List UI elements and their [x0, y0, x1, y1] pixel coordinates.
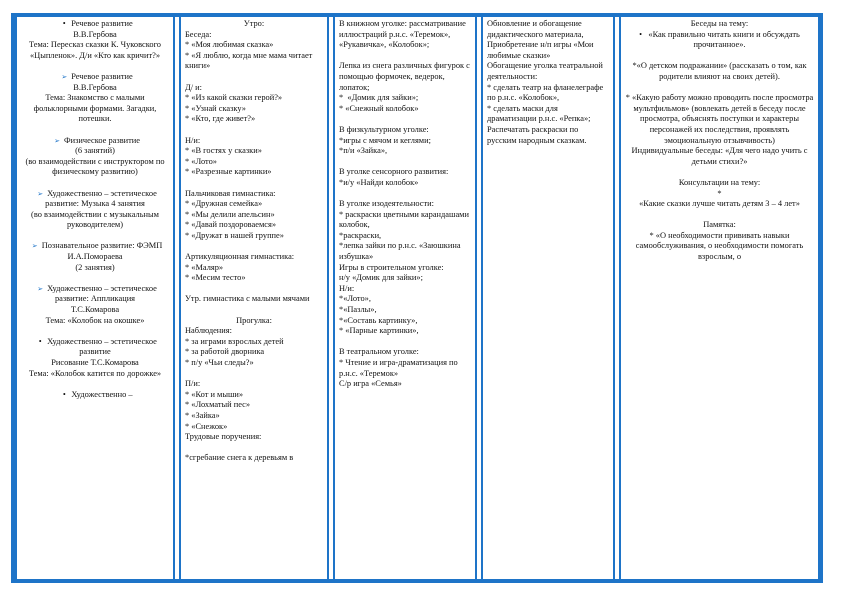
parent-line: Индивидуальные беседы: «Для чего надо учить с детьми стихи?»	[631, 146, 810, 166]
activity-item	[21, 241, 169, 273]
regime-line: * «Мы делили апельсин»	[185, 209, 275, 219]
enrichment-line: Приобретение н/п игры «Мои любимые сказки»	[487, 40, 596, 60]
environment-line: *лепка зайки по р.н.с. «Заюшкина избушка»	[339, 241, 463, 262]
activity-title: • Речевое развитие	[21, 19, 169, 30]
activity-item	[21, 284, 169, 326]
environment-line: *раскраски,	[339, 230, 382, 240]
environment-line: * «Домик для зайки»;	[339, 93, 419, 103]
environment-line: Н/и:	[339, 283, 355, 293]
regime-line: * за играми взрослых детей	[185, 336, 284, 346]
regime-line: * «Давай поздороваемся»	[185, 220, 277, 230]
spacer	[21, 326, 169, 337]
activity-title: ➢ Познавательное развитие: ФЭМП	[21, 241, 169, 252]
column-environment-enrichment	[481, 17, 615, 579]
activity-detail: Тема: «Колобок катится по дорожке»	[28, 368, 162, 378]
parent-line: * «О необходимости прививать навыки самообслуживания, о необходимости помогать взрослым, о	[635, 230, 806, 262]
regime-line: * «Из какой сказки герой?»	[185, 93, 283, 103]
activity-detail: (во взаимодействии с инструктором по физическому развитию)	[25, 156, 167, 177]
environment-line: *«Составь картинку»,	[339, 315, 418, 325]
regime-line: * «Снежок»	[185, 421, 228, 431]
environment-line: * Чтение и игра-драматизация по р.н.с. «Теремок»	[339, 358, 460, 378]
environment-line: В театральном уголке:	[339, 347, 419, 357]
environment-line: Лепка из снега различных фигурок с помощью формочек, ведерок, лопаток;	[339, 61, 472, 92]
spacer	[185, 305, 323, 316]
activity-item	[21, 189, 169, 231]
spacer	[21, 273, 169, 284]
environment-line: *и/у «Найди колобок»	[339, 177, 419, 187]
spacer	[21, 178, 169, 189]
spacer	[625, 167, 814, 178]
activity-detail: Т.С.Комарова	[70, 305, 120, 315]
regime-line: Д/ и:	[185, 82, 202, 92]
activity-title: ➢ Художественно – эстетическое развитие: Аппликация	[21, 284, 169, 305]
spacer	[339, 114, 471, 125]
regime-line: Утро:	[243, 19, 265, 28]
regime-line: * «Разрезные картинки»	[185, 167, 272, 177]
activity-title: ➢ Художественно – эстетическое развитие: Музыка 4 занятия	[21, 189, 169, 210]
spacer	[625, 51, 814, 62]
regime-line: * «Лохматый пес»	[185, 400, 251, 410]
activity-detail: Тема: Знакомство с малыми фольклорными формами. Загадки, потешки.	[33, 93, 159, 124]
regime-line: * «Лото»	[185, 156, 217, 166]
activity-item	[21, 390, 169, 401]
environment-line: *игры с мячом и кеглями;	[339, 135, 431, 145]
environment-line: В уголке изодеятельности:	[339, 199, 434, 209]
regime-line: * «Месим тесто»	[185, 273, 246, 283]
regime-line: Артикуляционная гимнастика:	[185, 252, 295, 262]
parent-line: Консультации на тему:	[678, 177, 761, 187]
regime-line: * «Зайка»	[185, 410, 220, 420]
spacer	[21, 379, 169, 390]
activity-detail: (2 занятия)	[75, 262, 115, 272]
activity-item	[21, 19, 169, 61]
spacer	[185, 241, 323, 252]
activity-title: • Художественно – эстетическое развитие	[21, 337, 169, 358]
regime-line: * за работой дворника	[185, 347, 265, 357]
enrichment-line: Обновление и обогащение дидактического материала,	[487, 19, 584, 39]
spacer	[185, 125, 323, 136]
regime-line: * «Кот и мыши»	[185, 389, 244, 399]
column-development-environment	[333, 17, 477, 579]
environment-line: * «Снежный колобок»	[339, 103, 419, 113]
spacer	[339, 337, 471, 348]
environment-line: * раскраски цветными карандашами колобок,	[339, 209, 472, 230]
environment-line: *«Пазлы»,	[339, 305, 377, 315]
environment-line: В физкультурном уголке:	[339, 124, 429, 134]
spacer	[21, 61, 169, 72]
regime-line: Трудовые поручения:	[185, 432, 262, 442]
spacer	[21, 125, 169, 136]
spacer	[21, 400, 169, 411]
regime-line: * «Кто, где живет?»	[185, 114, 256, 124]
enrichment-line: * сделать маски для драматизации р.н.с. «Репка»;	[487, 103, 591, 124]
regime-line: * «Дружат в нашей группе»	[185, 230, 284, 240]
column-parent-interaction	[619, 17, 820, 579]
parent-line: «Какие сказки лучше читать детям 3 – 4 лет»	[639, 199, 800, 209]
regime-line: * п/у «Чьи следы?»	[185, 358, 254, 367]
spacer	[21, 231, 169, 242]
environment-line: *«Лото»,	[339, 294, 371, 304]
regime-line: Прогулка:	[236, 315, 272, 325]
regime-line: Н/и:	[185, 135, 201, 145]
activity-title: ➢ Речевое развитие	[21, 72, 169, 83]
spacer	[339, 51, 471, 62]
parent-line: Памятка:	[703, 220, 736, 230]
parent-line: *	[717, 188, 722, 198]
spacer	[339, 189, 471, 200]
spacer	[185, 284, 323, 295]
parent-line: *«О детском подражании» (рассказать о том, как родители влияют на своих детей).	[632, 61, 809, 81]
regime-line: Утр. гимнастика с малыми мячами	[185, 294, 310, 304]
parent-line: • «Как правильно читать книги и обсуждать прочитанное».	[639, 29, 802, 50]
environment-line: В книжном уголке: рассматривание иллюстраций р.н.с. «Теремок», «Рукавичка», «Колобок»;	[339, 19, 468, 50]
regime-line: Пальчиковая гимнастика:	[185, 188, 276, 198]
spacer	[339, 157, 471, 168]
spacer	[185, 443, 323, 454]
enrichment-line: Обогащение уголка театральной деятельности:	[487, 61, 605, 81]
spacer	[185, 369, 323, 380]
spacer	[185, 178, 323, 189]
activity-detail: Рисование Т.С.Комарова	[51, 358, 139, 367]
spacer	[625, 83, 814, 94]
activity-detail: Тема: «Колобок на окошке»	[45, 315, 145, 325]
activity-detail: Тема: Пересказ сказки К. Чуковского «Цыпленок». Д/и «Кто как кричит?»	[29, 40, 164, 60]
activity-item	[21, 337, 169, 379]
spacer	[625, 210, 814, 221]
regime-line: *сгребание снега к деревьям в	[185, 453, 294, 463]
regime-line: Наблюдения:	[185, 326, 232, 336]
activity-item	[21, 72, 169, 125]
regime-line: Беседа:	[185, 29, 212, 39]
activity-detail: (во взаимодействии с музыкальным руководителем)	[31, 209, 162, 230]
parent-line: * «Какую работу можно проводить после просмотра мультфильмов» (вовлекать детей в беседу после просмотра, объяснять поступки и характеры персонажей их последствия, проявлять эмоциональную отзывчивость)	[625, 93, 816, 145]
environment-line: * «Парные картинки»,	[339, 326, 419, 336]
regime-line: * «Маляр»	[185, 262, 224, 272]
environment-line: Игры в строительном уголке:	[339, 262, 444, 272]
regime-line: * «Я люблю, когда мне мама читает книги»	[185, 50, 315, 71]
environment-line: С/р игра «Семья»	[339, 379, 402, 389]
activity-detail: В.В.Гербова	[73, 29, 117, 39]
enrichment-line: * сделать театр на фланелеграфе по р.н.с. «Колобок»,	[487, 82, 606, 103]
column-regime-moments	[179, 17, 329, 579]
environment-line: н/у «Домик для зайки»;	[339, 273, 423, 283]
regime-line: * «В гостях у сказки»	[185, 146, 262, 156]
activity-detail: (6 занятий)	[75, 146, 115, 156]
activity-item	[21, 136, 169, 178]
parent-line: Беседы на тему:	[690, 19, 749, 28]
activity-title: ➢ Физическое развитие	[21, 136, 169, 147]
column-education-activities	[15, 17, 175, 579]
activity-detail: И.А.Помораева	[67, 252, 123, 262]
regime-line: * «Узнай сказку»	[185, 103, 246, 113]
regime-line: * «Дружная семейка»	[185, 199, 263, 209]
environment-line: В уголке сенсорного развития:	[339, 167, 449, 177]
regime-line: П/и:	[185, 379, 201, 389]
enrichment-line: Распечатать раскраски по русским народным сказкам.	[487, 124, 587, 145]
spacer	[185, 72, 323, 83]
activity-detail: В.В.Гербова	[73, 82, 117, 92]
environment-line: *п/и «Зайка»,	[339, 146, 388, 156]
regime-line: * «Моя любимая сказка»	[185, 40, 274, 50]
activity-title: • Художественно –	[21, 390, 169, 401]
